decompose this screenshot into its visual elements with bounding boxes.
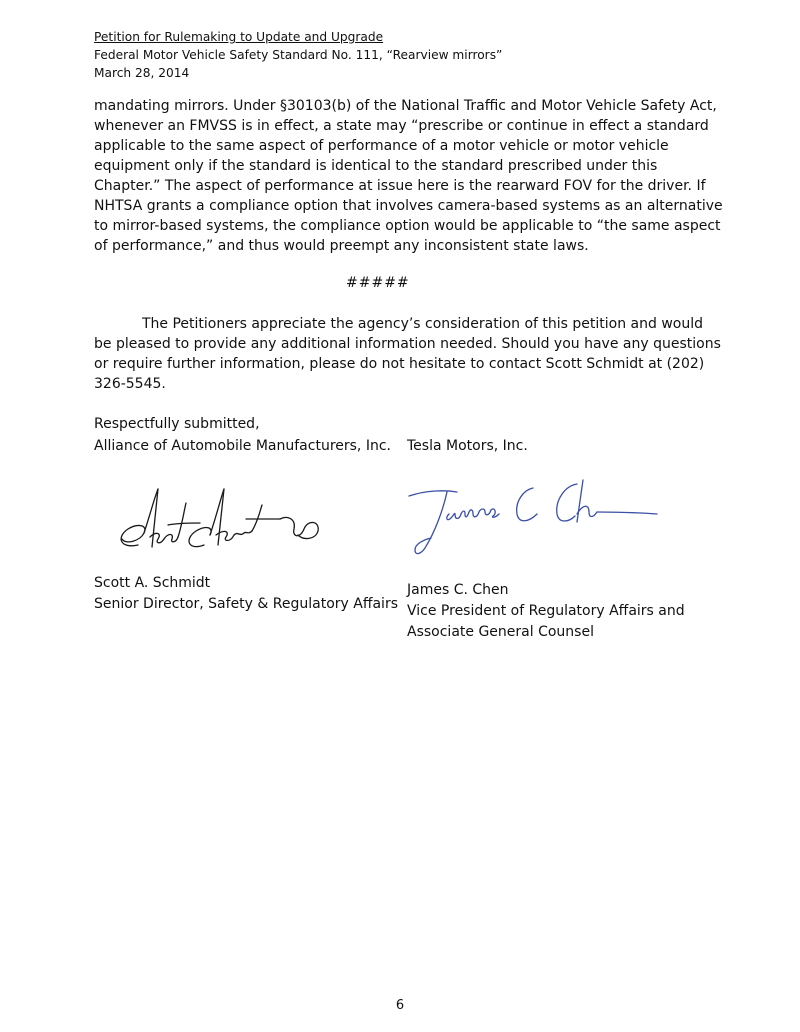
page-number: 6 xyxy=(395,998,405,1013)
left-signatory-company-block xyxy=(94,430,391,457)
right-signatory xyxy=(407,580,685,643)
body-paragraph-2: The Petitioners appreciate the agency’s consideration of this petition and would be pleased to provide any additional information needed. Should you have any questions or require further information, please do not hesitate to contact Scott Schmidt at (202) 326-5545. xyxy=(94,316,721,392)
signature-left-image xyxy=(108,485,333,557)
closing-line: Respectfully submitted, xyxy=(94,416,260,432)
page-header xyxy=(94,28,502,82)
body-paragraph-1: mandating mirrors. Under §30103(b) of the National Traffic and Motor Vehicle Safety Act, whenever an FMVSS is in effect, a state may “prescribe or continue in effect a standard applicable to the same aspect of performance of a motor vehicle or motor vehicle equipment only if the standard is identical to the standard prescribed under this Chapter.” The aspect of performance at issue here is the rearward FOV for the driver. If NHTSA grants a compliance option that involves camera-based systems as an alternative to mirror-based systems, the compliance option would be applicable to “the same aspect of performance,” and thus would preempt any inconsistent state laws. xyxy=(94,98,723,254)
right-signatory-title-line2: Associate General Counsel xyxy=(407,624,594,640)
left-signatory xyxy=(94,573,398,615)
header-title: Petition for Rulemaking to Update and Upgrade xyxy=(94,30,384,44)
header-date: March 28, 2014 xyxy=(94,66,190,80)
header-subtitle: Federal Motor Vehicle Safety Standard No. 111, “Rearview mirrors” xyxy=(94,48,503,62)
right-company: Tesla Motors, Inc. xyxy=(407,438,528,454)
left-signatory-name: Scott A. Schmidt xyxy=(94,575,211,591)
section-separator: ##### xyxy=(346,275,410,291)
left-company: Alliance of Automobile Manufacturers, Inc. xyxy=(94,438,391,454)
left-signatory-title: Senior Director, Safety & Regulatory Affairs xyxy=(94,596,399,612)
right-signatory-name: James C. Chen xyxy=(407,582,509,598)
right-signatory-title-line1: Vice President of Regulatory Affairs and xyxy=(407,603,685,619)
right-signatory-company-block xyxy=(407,430,528,457)
signature-right-image xyxy=(405,474,665,559)
